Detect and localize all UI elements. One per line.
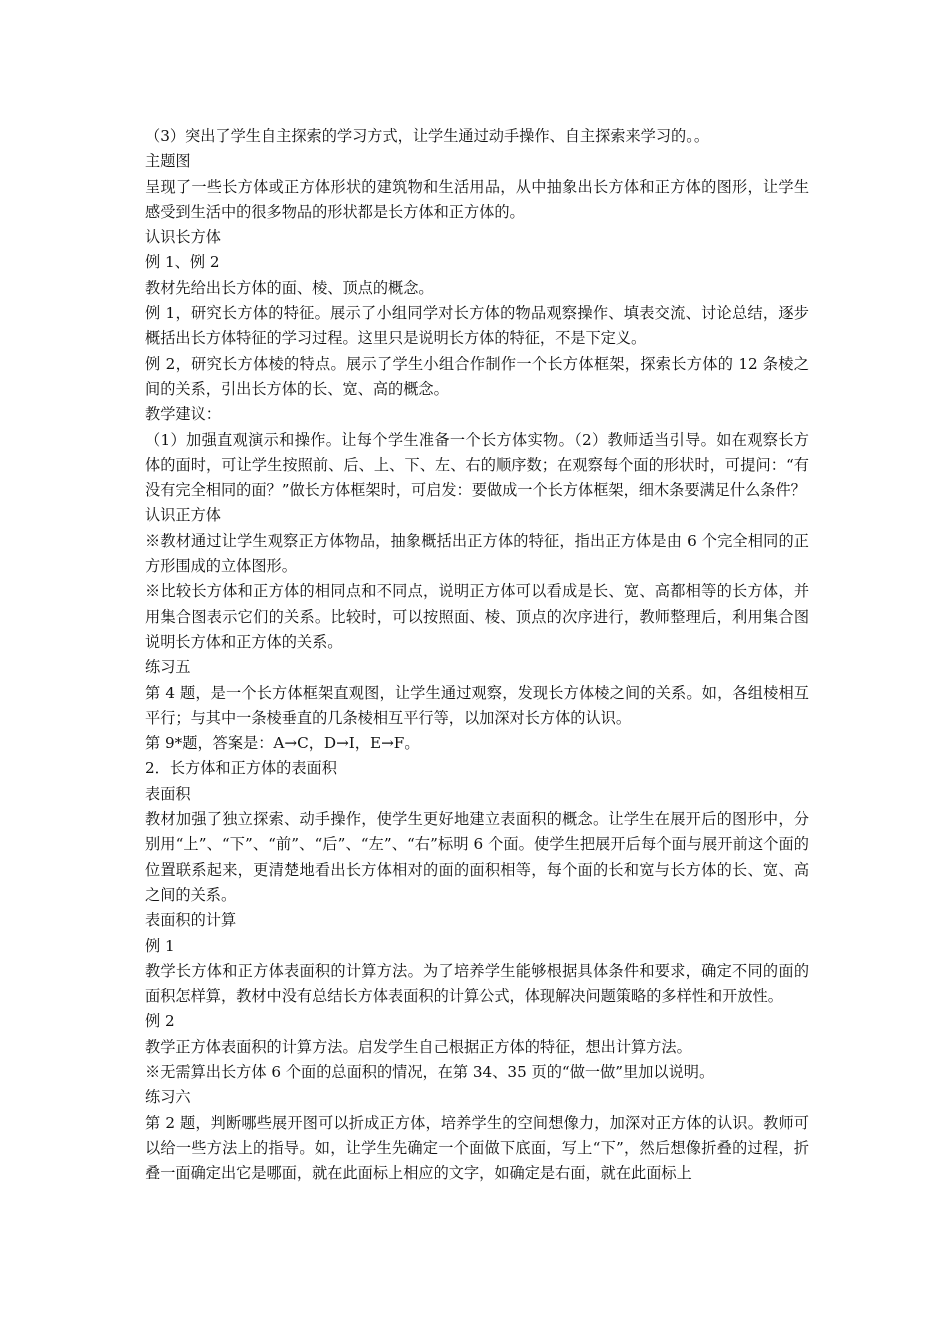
paragraph-surface-area: 教材加强了独立探索、动手操作，使学生更好地建立表面积的概念。让学生在展开后的图形中，分别用“上”、“下”、“前”、“后”、“左”、“右”标明 6 个面。使学生把展开后每个面与展开前这个面的位置联系起来，更清楚地看出长方体相对的面的面积相等，每个面的长和宽与长方体的长、宽、高之间的关系。 — [145, 810, 809, 904]
paragraph-intro-point-3: （3）突出了学生自主探索的学习方式，让学生通过动手操作、自主探索来学习的。。 — [145, 127, 710, 145]
heading-example-1: 例 1 — [145, 936, 175, 955]
paragraph-cuboid-concepts: 教材先给出长方体的面、棱、顶点的概念。 — [145, 278, 434, 297]
heading-surface-area-section: 2．长方体和正方体的表面积 — [145, 759, 337, 778]
paragraph-example-2: 例 2，研究长方体棱的特点。展示了学生小组合作制作一个长方体框架，探索长方体的 12 条棱之间的关系，引出长方体的长、宽、高的概念。 — [145, 354, 809, 398]
paragraph-exercise-6-q2: 第 2 题，判断哪些展开图可以折成正方体，培养学生的空间想像力，加深对正方体的认识。教师可以给一些方法上的指导。如，让学生先确定一个面做下底面，写上“下”，然后想像折叠的过程，折叠一面确定出它是哪面，就在此面标上相应的文字，如确定是右面，就在此面标上 — [145, 1113, 809, 1183]
heading-example-2: 例 2 — [145, 1012, 175, 1031]
paragraph-cube-comparison: ※比较长方体和正方体的相同点和不同点，说明正方体可以看成是长、宽、高都相等的长方体，并用集合图表示它们的关系。比较时，可以按照面、棱、顶点的次序进行，教师整理后，利用集合图说明长方体和正方体的关系。 — [145, 582, 809, 651]
heading-cuboid: 认识长方体 — [145, 228, 221, 247]
paragraph-calc-example-1: 教学长方体和正方体表面积的计算方法。为了培养学生能够根据具体条件和要求，确定不同的面的面积怎样算，教材中没有总结长方体表面积的计算公式，体现解决问题策略的多样性和开放性。 — [145, 961, 809, 1006]
document-page — [145, 124, 809, 1186]
heading-cube: 认识正方体 — [145, 506, 221, 525]
heading-surface-area-calculation: 表面积的计算 — [145, 911, 237, 930]
paragraph-calc-example-2: 教学正方体表面积的计算方法。启发学生自己根据正方体的特征，想出计算方法。 — [145, 1037, 692, 1056]
paragraph-exercise-5-q9: 第 9*题，答案是：A→C，D→I，E→F。 — [145, 734, 420, 753]
heading-theme-picture: 主题图 — [145, 152, 191, 171]
paragraph-exercise-5-q4: 第 4 题，是一个长方体框架直观图，让学生通过观察，发现长方体棱之间的关系。如，各组棱相互平行；与其中一条棱垂直的几条棱相互平行等，以加深对长方体的认识。 — [145, 683, 809, 727]
paragraph-example-1: 例 1，研究长方体的特征。展示了小组同学对长方体的物品观察操作、填表交流、讨论总结，逐步概括出长方体特征的学习过程。这里只是说明长方体的特征，不是下定义。 — [145, 304, 809, 348]
heading-exercise-6: 练习六 — [145, 1088, 191, 1107]
heading-surface-area: 表面积 — [145, 784, 191, 803]
heading-exercise-5: 练习五 — [145, 658, 191, 677]
paragraph-calc-note: ※无需算出长方体 6 个面的总面积的情况，在第 34、35 页的“做一做”里加以说明。 — [145, 1062, 715, 1081]
paragraph-theme-picture: 呈现了一些长方体或正方体形状的建筑物和生活用品，从中抽象出长方体和正方体的图形，让学生感受到生活中的很多物品的形状都是长方体和正方体的。 — [145, 177, 809, 221]
paragraph-teaching-suggestions: （1）加强直观演示和操作。让每个学生准备一个长方体实物。（2）教师适当引导。如在观察长方体的面时，可让学生按照前、后、上、下、左、右的顺序数；在观察每个面的形状时，可提问：“有没有完全相同的面？”做长方体框架时，可启发：要做成一个长方体框架，细木条要满足什么条件？ — [145, 430, 809, 500]
heading-teaching-suggestions: 教学建议： — [145, 405, 221, 424]
paragraph-cube-features: ※教材通过让学生观察正方体物品，抽象概括出正方体的特征，指出正方体是由 6 个完全相同的正方形围成的立体图形。 — [145, 531, 809, 576]
heading-examples-1-2: 例 1、例 2 — [145, 253, 220, 272]
